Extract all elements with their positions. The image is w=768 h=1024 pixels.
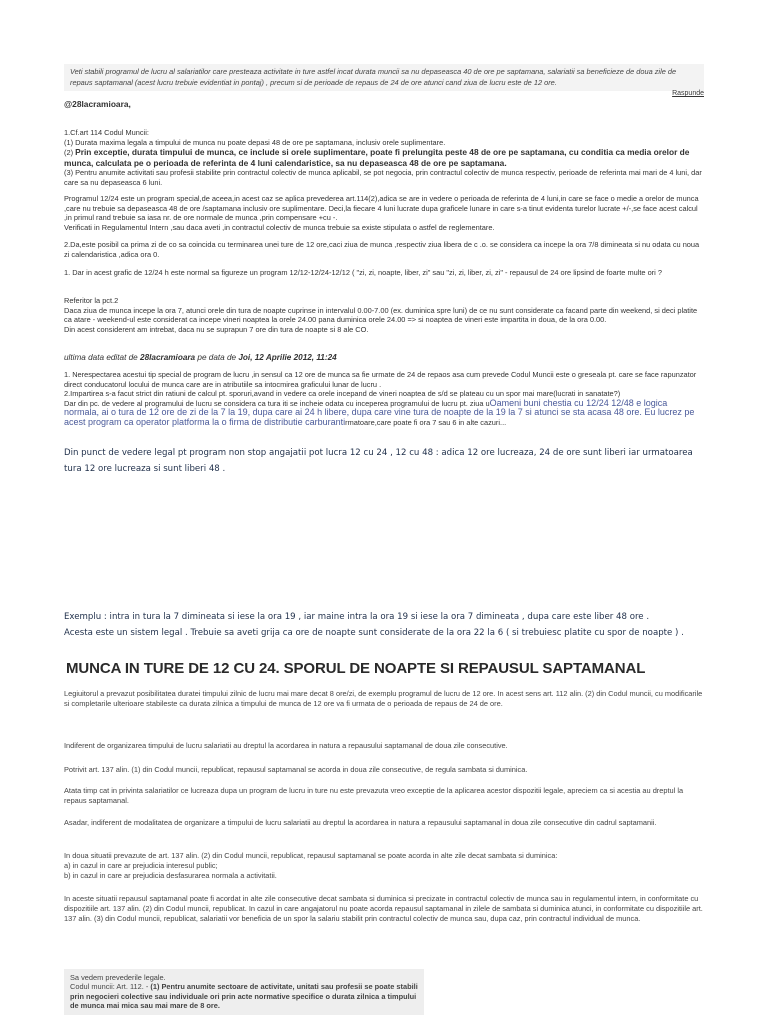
program-text: Programul 12/24 este un program special,de aceea,in acest caz se aplica prevederea art.114(2),adica se are in vedere o perioada de referinta de 4 luni,in care se face o medie a orelor de munca ,care nu trebuie sa depaseasca 48 de ore /saptamana inclusiv ore suplimentare. Deci,la fiecare 4 luni lucrate dupa graficele lunare in care s-a tinut evidenta turelor lucrate +/-,se face acest calcul ,in primul rand trebuie sa iasa nr. de ore normale de munca ,prin compensare +cu -. <box>64 194 699 223</box>
legal-excerpt-box <box>64 969 424 1015</box>
box-line-2-prefix: Codul muncii: Art. 112. - <box>70 982 149 992</box>
edit-user: 28lacramioara <box>140 353 196 362</box>
article-heading: MUNCA IN TURE DE 12 CU 24. SPORUL DE NOAPTE SI REPAUSUL SAPTAMANAL <box>66 660 646 677</box>
article-p6-b: b) in cazul in care ar prejudicia desfasurarea normala a activitatii. <box>64 871 277 880</box>
edit-note <box>64 353 704 362</box>
example-line-1: Exemplu : intra in tura la 7 dimineata si iese la ora 19 , iar maine intra la ora 19 si iese la ora 7 dimineata , dupa care este liber 48 ore . <box>64 612 650 622</box>
legal-p1: (1) Durata maxima legala a timpului de munca nu poate depasi 48 de ore pe saptamana, inclusiv orele suplimentare. <box>64 137 446 147</box>
second-reply <box>64 370 704 428</box>
legal-p2-prefix: (2) <box>64 148 74 158</box>
legal-p3: (3) Pentru anumite activitati sau profesii stabilite prin contractul colectiv de munca aplicabil, se pot negocia, prin contractul colectiv de munca respectiv, perioade de referinta mai mari de 4 luni, dar care sa nu depaseasca 6 luni. <box>64 168 702 187</box>
edit-middle: pe data de <box>197 353 237 362</box>
legal-article-114 <box>64 128 704 188</box>
article-p4: Atata timp cat in privinta salariatilor ce lucreaza dupa un program de lucru in ture nu este prevazuta vreo exceptie de la aplicarea acestor dispozitii legale, apreciem ca si acestia au dreptul la repaus saptamanal. <box>64 786 684 805</box>
referitor-question: Din acest considerent am intrebat, daca nu se suprapun 7 ore din tura de noapte si 8 ale CO. <box>64 324 369 334</box>
referitor-block <box>64 296 704 334</box>
second-p3-tail: rmatoare,care poate fi ora 7 sau 6 in alte cazuri... <box>345 417 507 427</box>
referitor-title: Referitor la pct.2 <box>64 296 119 305</box>
quoted-message <box>64 64 704 91</box>
handwritten-note-1: Din punct de vedere legal pt program non stop angajatii pot lucra 12 cu 24 , 12 cu 48 : adica 12 ore lucreaza, 24 de ore sunt liberi iar urmatoarea tura 12 ore lucreaza si sunt liberi 48 . <box>64 448 693 474</box>
verify-text: Verificati in Regulamentul Intern ,sau daca aveti ,in contractul colectiv de munca trebuie sa existe stipulata o astfel de reglementare. <box>64 222 495 232</box>
question-1: 1. Dar in acest grafic de 12/24 h este normal sa figureze un program 12/12-12/24-12/12 ( "zi, zi, noapte, liber, zi" sau "zi, zi, liber, zi, zi" - repausul de 24 ore lipsind de foarte multe ori ? <box>64 268 662 277</box>
article-p7: In aceste situatii repausul saptamanal poate fi acordat in alte zile consecutive decat sambata si duminica si precizate in contractul colectiv de munca sau in regulamentul intern, in conformitate cu dispozitiile art. 137 alin. (2) din Codul muncii, republicat. In cazul in care angajatorul nu poate acorda repausul saptamanal in zilele de sambata si duminica atunci, in conformitate cu dispozitiile art. 137 alin. (3) din Codul muncii, republicat, salariatii vor beneficia de un spor la salariu stabilit prin contractul colectiv de munca sau, dupa caz, prin contractul individual de munca. <box>64 894 703 923</box>
second-p3 <box>64 399 704 428</box>
legal-p2 <box>64 147 704 168</box>
program-paragraph <box>64 194 704 232</box>
article-p1: Legiuitorul a prevazut posibilitatea duratei timpului zilnic de lucru mai mare decat 8 ore/zi, de exemplu programul de lucru de 12 ore. In acest sens art. 112 alin. (2) din Codul muncii, cu modificarile si completarile ulterioare stabileste ca durata zilnica a timpului de munca de 12 ore va fi urmata de o perioada de repaus de 24 de ore. <box>64 689 703 708</box>
second-p3-plain: Dar din pc. de vedere al programului de lucru se considera ca tura iti se incheie odata cu inceperea programului de lucru pt. ziua u <box>64 398 490 408</box>
second-p3-blue: Oameni buni chestia cu 12/24 12/48 e logica normala, ai o tura de 12 ore de zi de la 7 la 19, dupa care ai 24 h libere, dupa care vine tura de noapte de la 19 la 7 si atunci se sta acasa 48 ore. Eu lucrez pe acest program ca operator platforma la o firma de distributie carburanti <box>64 397 695 427</box>
user-mention: @28lacramioara, <box>64 99 131 109</box>
box-line-1: Sa vedem prevederile legale. <box>70 973 166 982</box>
edit-date: Joi, 12 Aprilie 2012, 11:24 <box>238 353 337 362</box>
article-p6-a: a) in cazul in care ar prejudicia interesul public; <box>64 861 218 870</box>
article-p6 <box>64 851 704 881</box>
article-p5: Asadar, indiferent de modalitatea de organizare a timpului de lucru salariatii au dreptul la acordarea in natura a repausului saptamanal in doua zile consecutive din cadrul saptamanii. <box>64 818 657 827</box>
edit-prefix: ultima data editat de <box>64 353 138 362</box>
example-line-2: Acesta este un sistem legal . Trebuie sa aveti grija ca ore de noapte sunt considerate de la ora 22 la 6 ( si trebuiesc platite cu spor de noapte ) . <box>64 628 684 638</box>
article-p6-intro: In doua situatii prevazute de art. 137 alin. (2) din Codul muncii, republicat, repausul saptamanal se poate acorda in alte zile decat sambata si duminica: <box>64 851 558 860</box>
handwritten-note-2 <box>64 609 704 641</box>
second-p1: 1. Nerespectarea acestui tip special de program de lucru ,in sensul ca 12 ore de munca sa fie urmate de 24 de repaos asa cum prevede Codul Muncii este o greseala pt. care se face rapunzator direct conducatorul locului de munca care are in atributiile sa intocmirea graficului lunar de lucru . <box>64 370 697 389</box>
box-line-2 <box>70 982 418 1010</box>
point-2: 2.Da,este posibil ca prima zi de co sa coincida cu terminarea unei ture de 12 ore,caci ziua de munca ,respectiv ziua libera de c .o. se considera ca incepe la ora 7/8 dimineata si nu odata cu noua zi calendaristica ,adica ora 0. <box>64 240 700 259</box>
article-p2: Indiferent de organizarea timpului de lucru salariatii au dreptul la acordarea in natura a repausului saptamanal de doua zile consecutive. <box>64 741 508 750</box>
referitor-body: Daca ziua de munca incepe la ora 7, atunci orele din tura de noapte cuprinse in intervalul 0.00-7.00 (ex. duminica spre luni) de ce nu sunt considerate ca facand parte din weekend, si deci platite ca atare - weekend-ul este considerat ca incepe vineri noaptea la orele 24.00 pana duminica orele 24.00 => si noaptea de vineri este impartita in doua, de la ora 0.00. <box>64 305 698 325</box>
reply-link[interactable]: Raspunde <box>672 90 704 97</box>
legal-p2-bold: Prin exceptie, durata timpului de munca, ce include si orele suplimentare, poate fi prelungita peste 48 de ore pe saptamana, cu conditia ca media orelor de munca, calculata pe o perioada de referinta de 4 luni calendaristice, sa nu depaseasca 48 de ore pe saptamana. <box>64 147 690 168</box>
second-p2: 2.Impartirea s-a facut strict din ratiuni de calcul pt. sporuri,avand in vedere ca orele incepand de vineri noaptea de s/d se plateau cu un spor mai mare(lucrati in sanatate?) <box>64 389 621 399</box>
box-line-2-bold: (1) Pentru anumite sectoare de activitate, unitati sau profesii se poate stabili prin negocieri colective sau individuale ori prin acte normative specifice o durata zilnica a timpului de munca mai mica sau mai mare de 8 ore. <box>70 982 418 1011</box>
legal-title: 1.Cf.art 114 Codul Muncii: <box>64 128 149 137</box>
quote-text: Veti stabili programul de lucru al salariatilor care presteaza activitate in ture astfel incat durata muncii sa nu depaseasca 40 de ore pe saptamana, salariatii sa beneficieze de doua zile de repaus saptamanal (acest lucru trebuie evidentiat in pontaj) , precum si de perioade de repaus de 24 de ore atunci cand ziua de lucru este de 12 ore. <box>70 67 677 87</box>
article-p3: Potrivit art. 137 alin. (1) din Codul muncii, republicat, repausul saptamanal se acorda in doua zile consecutive, de regula sambata si duminica. <box>64 765 528 774</box>
